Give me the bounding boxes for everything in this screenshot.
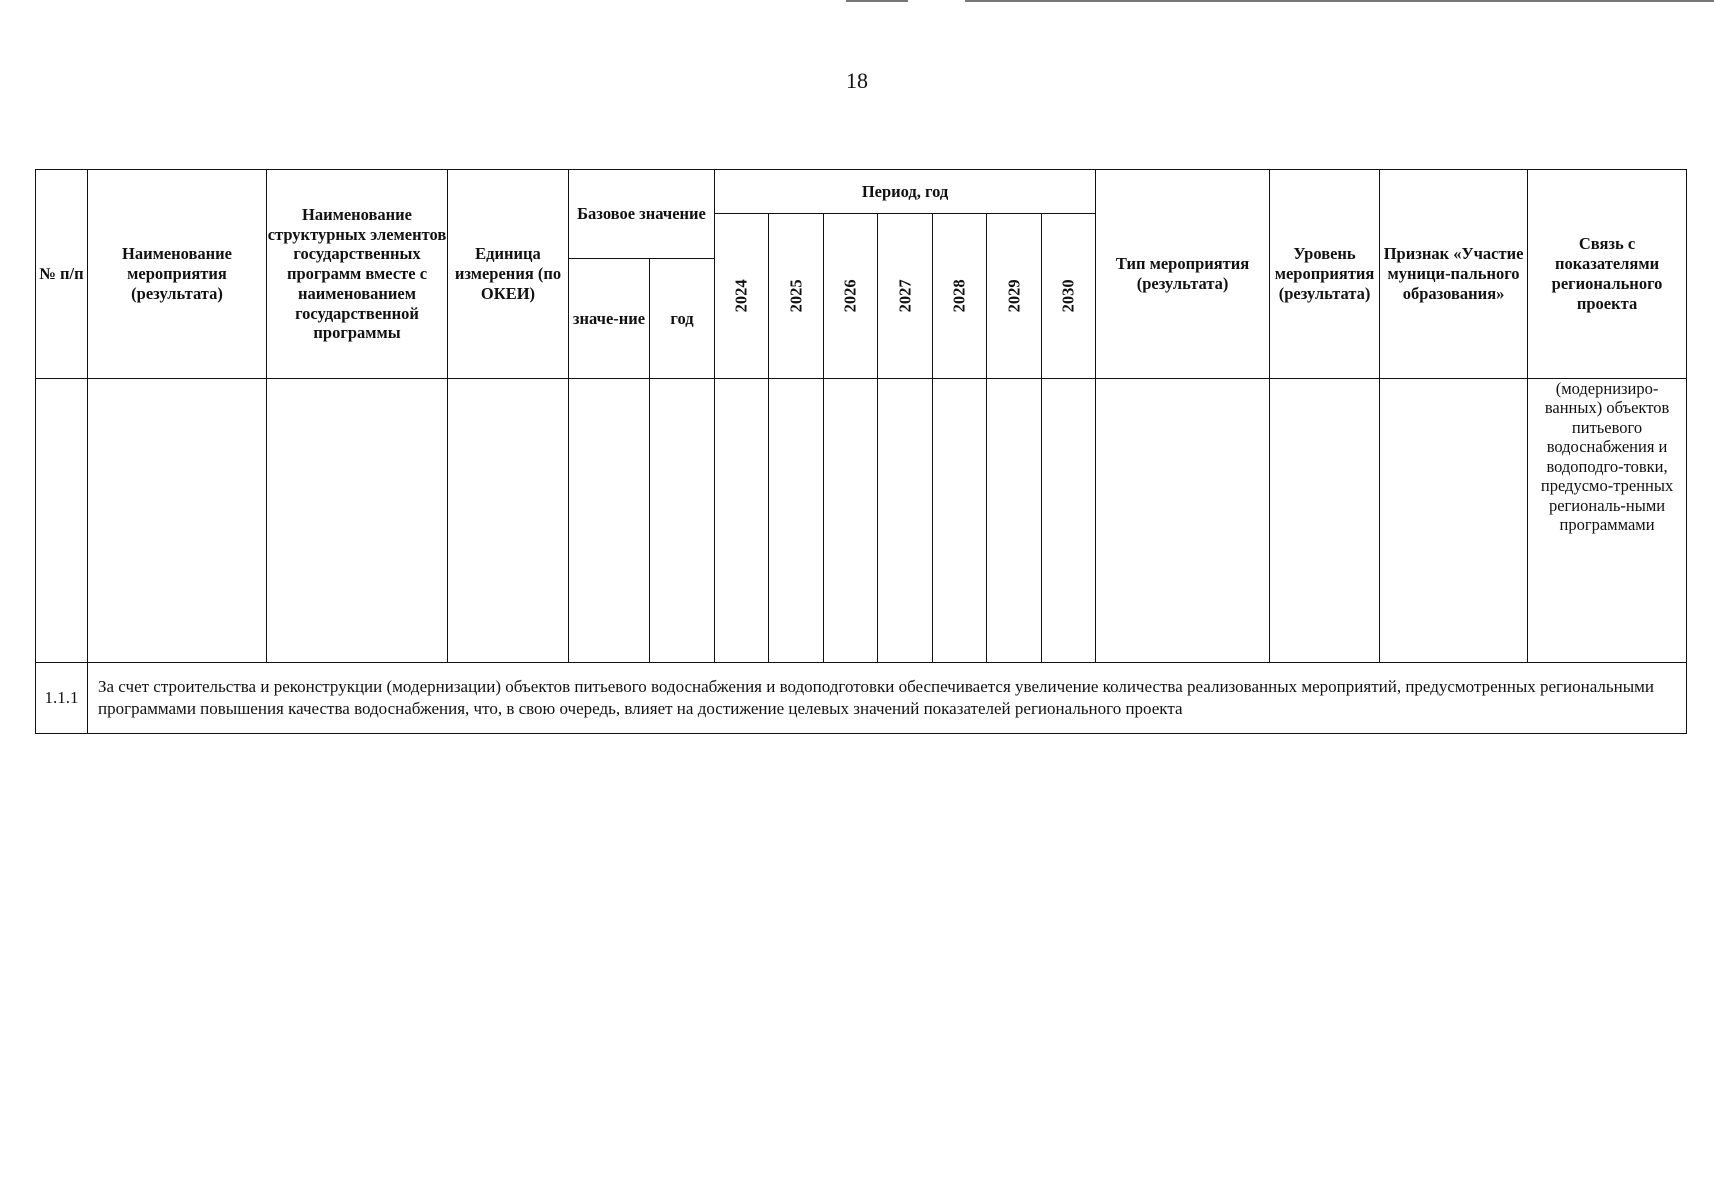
year-label: 2026 xyxy=(840,279,860,313)
cell-empty xyxy=(36,379,88,663)
cell-empty xyxy=(933,379,987,663)
header-num: № п/п xyxy=(36,170,88,379)
cell-empty xyxy=(769,379,824,663)
year-label: 2025 xyxy=(786,279,806,313)
year-label: 2024 xyxy=(731,279,751,313)
cell-empty xyxy=(1380,379,1528,663)
cell-empty xyxy=(267,379,448,663)
header-level: Уровень мероприятия (результата) xyxy=(1270,170,1380,379)
header-base: Базовое значение xyxy=(569,170,715,259)
row-number: 1.1.1 xyxy=(36,663,88,734)
header-year-2030 xyxy=(1042,214,1096,379)
cell-empty xyxy=(1096,379,1270,663)
header-base-year: год xyxy=(650,259,715,379)
scan-top-line-left xyxy=(846,0,908,2)
header-year-2029 xyxy=(987,214,1042,379)
header-unit: Единица измерения (по ОКЕИ) xyxy=(448,170,569,379)
header-year-2027 xyxy=(878,214,933,379)
header-period: Период, год xyxy=(715,170,1096,214)
header-link: Связь с показателями регионального проекта xyxy=(1528,170,1687,379)
page-number: 18 xyxy=(846,68,868,93)
header-year-2028 xyxy=(933,214,987,379)
header-base-value: значе-ние xyxy=(569,259,650,379)
cell-empty xyxy=(1042,379,1096,663)
header-type: Тип мероприятия (результата) xyxy=(1096,170,1270,379)
header-year-2024 xyxy=(715,214,769,379)
cell-empty xyxy=(650,379,715,663)
year-label: 2030 xyxy=(1058,279,1078,313)
header-year-2026 xyxy=(824,214,878,379)
cell-empty xyxy=(448,379,569,663)
year-label: 2029 xyxy=(1004,279,1024,313)
cell-link-text: (модернизиро-ванных) объектов питьевого водоснабжения и водоподго-товки, предусмо-тренных региональ-ными программами xyxy=(1528,379,1687,663)
table-row-description xyxy=(36,663,1687,734)
year-label: 2028 xyxy=(949,279,969,313)
header-municipal: Признак «Участие муници-пального образования» xyxy=(1380,170,1528,379)
cell-empty xyxy=(1270,379,1380,663)
year-label: 2027 xyxy=(895,279,915,313)
scan-top-line-right xyxy=(965,0,1714,2)
cell-empty xyxy=(715,379,769,663)
row-description: За счет строительства и реконструкции (модернизации) объектов питьевого водоснабжения и водоподготовки обеспечивается увеличение количества реализованных мероприятий, предусмотренных региональными программами повышения качества водоснабжения, что, в свою очередь, влияет на достижение целевых значений показателей регионального проекта xyxy=(88,663,1687,734)
measures-table xyxy=(35,169,1687,734)
header-name: Наименование мероприятия (результата) xyxy=(88,170,267,379)
table-row-continuation xyxy=(36,379,1687,663)
header-year-2025 xyxy=(769,214,824,379)
header-structural-elements: Наименование структурных элементов государственных программ вместе с наименованием государственной программы xyxy=(267,170,448,379)
cell-empty xyxy=(987,379,1042,663)
cell-empty xyxy=(824,379,878,663)
cell-empty xyxy=(569,379,650,663)
cell-empty xyxy=(88,379,267,663)
cell-empty xyxy=(878,379,933,663)
